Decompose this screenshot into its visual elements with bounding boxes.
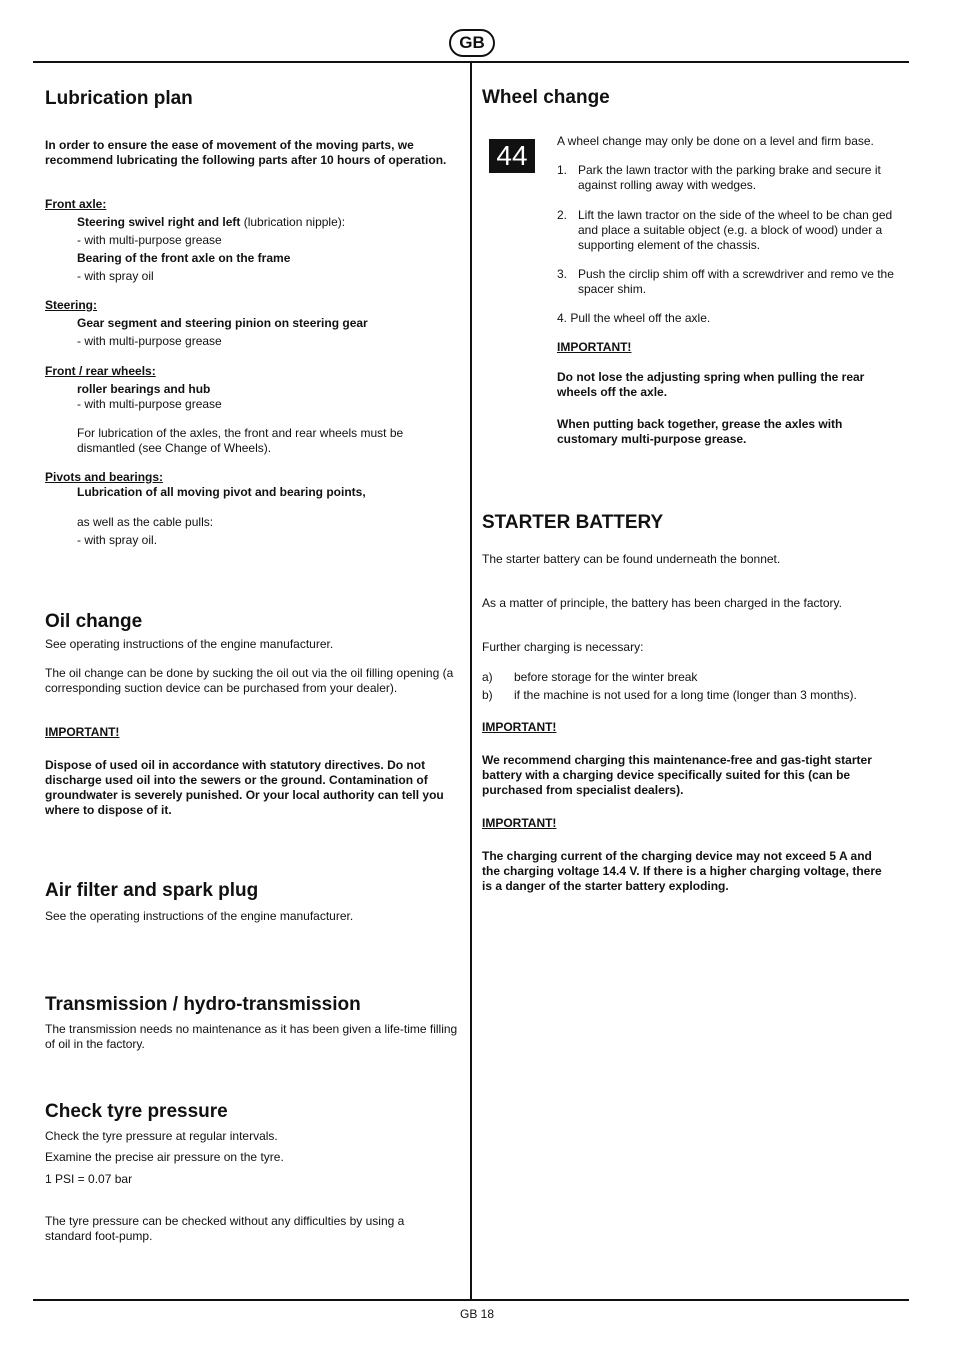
wheels-note: For lubrication of the axles, the front and rear wheels must be dismantled (see Change of Wheels). bbox=[77, 426, 404, 455]
lubrication-intro: In order to ensure the ease of movement of the moving parts, we recommend lubricating the following parts after 10 hours of operation. bbox=[45, 138, 447, 167]
pivots-sub: - with spray oil. bbox=[77, 533, 158, 547]
battery-p1: The starter battery can be found underneath the bonnet. bbox=[482, 552, 781, 566]
battery-list-a: before storage for the winter break bbox=[514, 670, 698, 684]
oil-change-title: Oil change bbox=[45, 611, 143, 632]
step-1-number: 1. bbox=[557, 163, 568, 177]
transmission-title: Transmission / hydro-transmission bbox=[45, 994, 361, 1015]
front-axle-item-1-bold: Steering swivel right and left bbox=[77, 215, 241, 229]
battery-warning-2: The charging current of the charging device may not exceed 5 A and the charging voltage 14.4 V. If there is a higher charging voltage, there is a danger of the starter battery exploding. bbox=[482, 849, 882, 893]
wheel-important: IMPORTANT! bbox=[557, 340, 632, 354]
wheels-item: roller bearings and hub bbox=[77, 382, 211, 396]
battery-p3: Further charging is necessary: bbox=[482, 640, 644, 654]
pivots-label: Pivots and bearings: bbox=[45, 470, 164, 484]
battery-p2: As a matter of principle, the battery has been charged in the factory. bbox=[482, 596, 842, 610]
front-axle-item-1-sub: - with multi-purpose grease bbox=[77, 233, 222, 247]
language-badge: GB bbox=[449, 29, 495, 57]
oil-warning: Dispose of used oil in accordance with statutory directives. Do not discharge used oil into the sewers or the ground. Contamination of groundwater is severely punished. Or your local authority can tell you where to dispose of it. bbox=[45, 758, 444, 817]
pivots-item: Lubrication of all moving pivot and bearing points, bbox=[77, 485, 366, 499]
step-1-text: Park the lawn tractor with the parking brake and secure it against rolling away with wedges. bbox=[578, 163, 881, 192]
battery-warning-1: We recommend charging this maintenance-free and gas-tight starter battery with a charging device specifically suited for this (can be purchased from specialist dealers). bbox=[482, 753, 872, 797]
battery-list-b: if the machine is not used for a long time (longer than 3 months). bbox=[514, 688, 857, 702]
step-2-text: Lift the lawn tractor on the side of the wheel to be chan ged and place a suitable object (e.g. a block of wood) under a supporting element of the chassis. bbox=[578, 208, 893, 252]
wheel-warning-1: Do not lose the adjusting spring when pulling the rear wheels off the axle. bbox=[557, 370, 865, 399]
step-3-text: Push the circlip shim off with a screwdriver and remo ve the spacer shim. bbox=[578, 267, 894, 296]
tyre-p3: 1 PSI = 0.07 bar bbox=[45, 1172, 133, 1186]
pivots-cable: as well as the cable pulls: bbox=[77, 515, 214, 529]
tyre-p2: Examine the precise air pressure on the tyre. bbox=[45, 1150, 284, 1164]
wheels-item-sub: - with multi-purpose grease bbox=[77, 397, 222, 411]
step-4-text: 4. Pull the wheel off the axle. bbox=[557, 311, 711, 325]
front-axle-item-2-sub: - with spray oil bbox=[77, 269, 154, 283]
steering-item: Gear segment and steering pinion on steering gear bbox=[77, 316, 368, 330]
oil-p1: See operating instructions of the engine manufacturer. bbox=[45, 637, 334, 651]
step-3-number: 3. bbox=[557, 267, 568, 281]
tyre-p4: The tyre pressure can be checked without any difficulties by using a standard foot-pump. bbox=[45, 1214, 405, 1243]
lubrication-plan-title: Lubrication plan bbox=[45, 88, 193, 109]
steering-label: Steering: bbox=[45, 298, 98, 312]
front-axle-item-2: Bearing of the front axle on the frame bbox=[77, 251, 291, 265]
battery-important-2: IMPORTANT! bbox=[482, 816, 557, 830]
figure-number-box: 44 bbox=[489, 139, 535, 173]
front-axle-label: Front axle: bbox=[45, 197, 107, 211]
page-number: GB 18 bbox=[459, 1307, 495, 1321]
starter-battery-title: STARTER BATTERY bbox=[482, 512, 664, 533]
front-axle-item-1-rest: (lubrication nipple): bbox=[240, 215, 346, 229]
oil-important: IMPORTANT! bbox=[45, 725, 120, 739]
battery-important-1: IMPORTANT! bbox=[482, 720, 557, 734]
tyre-pressure-title: Check tyre pressure bbox=[45, 1101, 228, 1122]
battery-list-b-marker: b) bbox=[482, 688, 493, 702]
transmission-p1: The transmission needs no maintenance as it has been given a life-time filling of oil in the factory. bbox=[45, 1022, 458, 1051]
step-2-number: 2. bbox=[557, 208, 568, 222]
air-filter-title: Air filter and spark plug bbox=[45, 880, 259, 901]
tyre-p1: Check the tyre pressure at regular intervals. bbox=[45, 1129, 278, 1143]
front-axle-item-1 bbox=[77, 215, 345, 230]
oil-p2: The oil change can be done by sucking the oil out via the oil filling opening (a corresponding suction device can be purchased from your dealer). bbox=[45, 666, 454, 695]
wheel-intro: A wheel change may only be done on a level and firm base. bbox=[557, 134, 874, 148]
wheel-warning-2: When putting back together, grease the axles with customary multi-purpose grease. bbox=[557, 417, 843, 446]
steering-item-sub: - with multi-purpose grease bbox=[77, 334, 222, 348]
battery-list-a-marker: a) bbox=[482, 670, 493, 684]
air-p1: See the operating instructions of the engine manufacturer. bbox=[45, 909, 354, 923]
wheel-change-title: Wheel change bbox=[482, 87, 610, 108]
bottom-rule bbox=[33, 1299, 909, 1301]
wheels-label: Front / rear wheels: bbox=[45, 364, 156, 378]
column-divider bbox=[470, 61, 472, 1301]
